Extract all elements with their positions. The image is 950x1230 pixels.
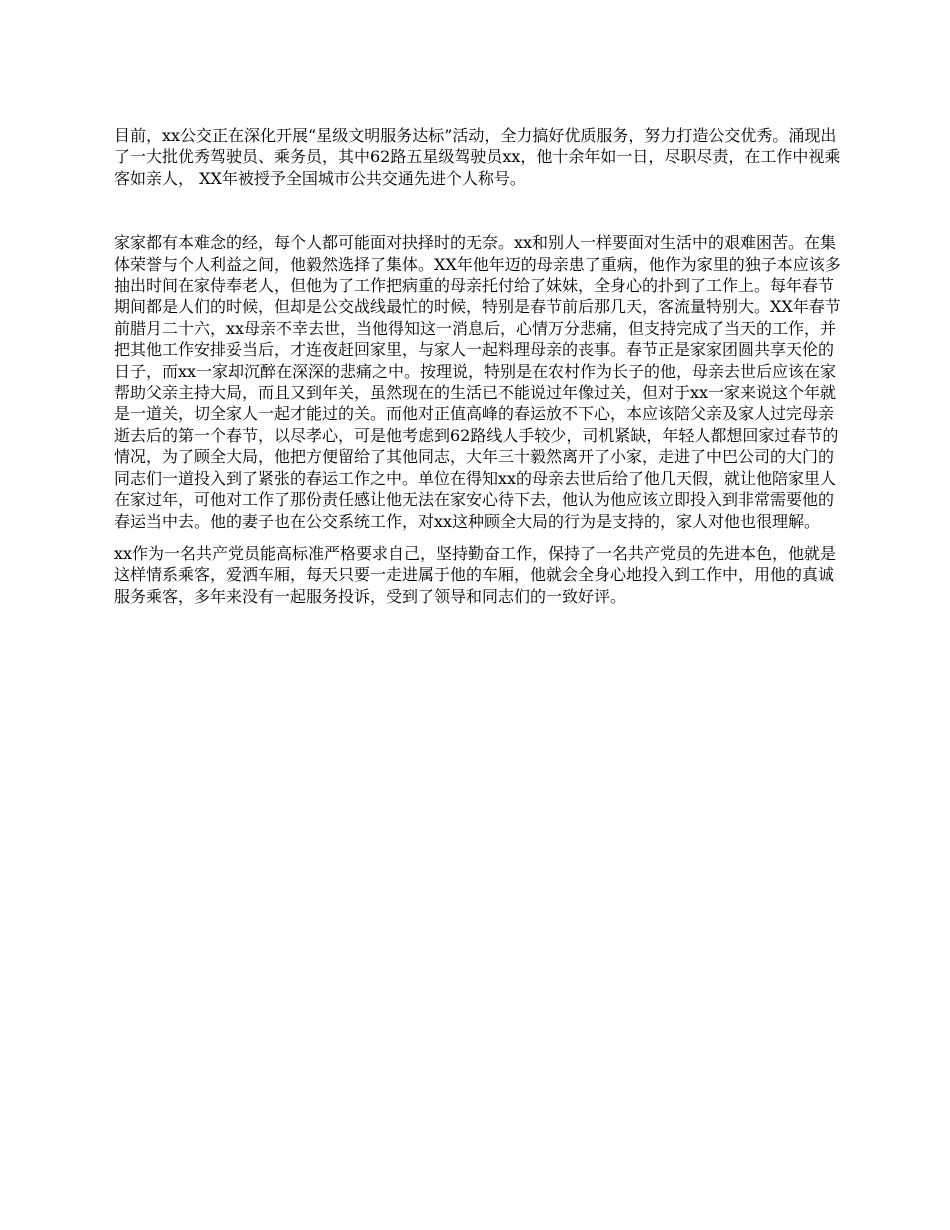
document-body bbox=[114, 125, 842, 607]
paragraph-family-story: 家家都有本难念的经，每个人都可能面对抉择时的无奈。xx和别人一样要面对生活中的艰难困苦。在集体荣誉与个人利益之间，他毅然选择了集体。XX年他年迈的母亲患了重病，他作为家里的独子本应该多抽出时间在家侍奉老人，但他为了工作把病重的母亲托付给了妹妹，全身心的扑到了工作上。每年春节期间都是人们的时候，但却是公交战线最忙的时候，特别是春节前后那几天，客流量特别大。XX年春节前腊月二十六，xx母亲不幸去世，当他得知这一消息后，心情万分悲痛，但支持完成了当天的工作，并把其他工作安排妥当后，才连夜赶回家里，与家人一起料理母亲的丧事。春节正是家家团圆共享天伦的日子，而xx一家却沉醉在深深的悲痛之中。按理说，特别是在农村作为长子的他，母亲去世后应该在家帮助父亲主持大局，而且又到年关，虽然现在的生活已不能说过年像过关，但对于xx一家来说这个年就是一道关，切全家人一起才能过的关。而他对正值高峰的春运放不下心，本应该陪父亲及家人过完母亲逝去后的第一个春节，以尽孝心，可是他考虑到62路线人手较少，司机紧缺，年轻人都想回家过春节的情况，为了顾全大局，他把方便留给了其他同志，大年三十毅然离开了小家，走进了中巴公司的大门的同志们一道投入到了紧张的春运工作之中。单位在得知xx的母亲去世后给了他几天假，就让他陪家里人在家过年，可他对工作了那份责任感让他无法在家安心待下去，他认为他应该立即投入到非常需要他的春运当中去。他的妻子也在公交系统工作，对xx这种顾全大局的行为是支持的，家人对他也很理解。 bbox=[114, 233, 841, 531]
paragraph-intro: 目前，xx公交正在深化开展“星级文明服务达标”活动，全力搞好优质服务，努力打造公交优秀。涌现出了一大批优秀驾驶员、乘务员，其中62路五星级驾驶员xx，他十余年如一日，尽职尽责，在工作中视乘客如亲人， XX年被授予全国城市公共交通先进个人称号。 bbox=[114, 126, 841, 188]
paragraph-party-member: xx作为一名共产党员能高标准严格要求自己，坚持勤奋工作，保持了一名共产党员的先进本色，他就是这样情系乘客，爱洒车厢，每天只要一走进属于他的车厢，他就会全身心地投入到工作中，用他的真诚服务乘客，多年来没有一起服务投诉，受到了领导和同志们的一致好评。 bbox=[114, 543, 837, 606]
